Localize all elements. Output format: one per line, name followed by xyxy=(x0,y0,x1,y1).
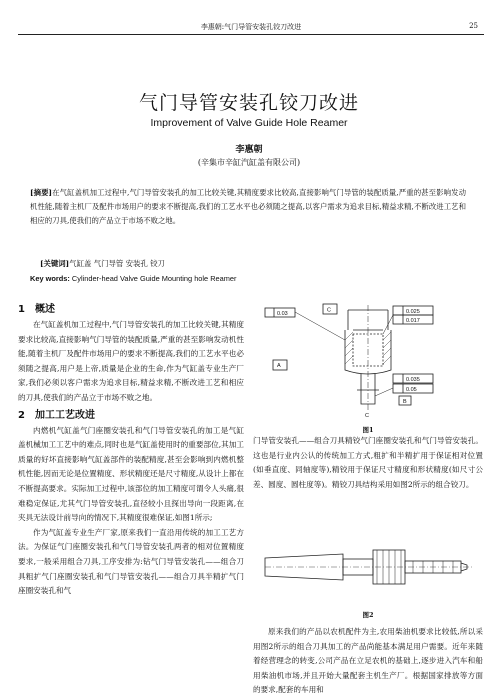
right-text-1 xyxy=(253,434,483,492)
left-column xyxy=(18,300,244,599)
fig1-label: 0.03 xyxy=(277,311,288,317)
paper-title-en: Improvement of Valve Guide Hole Reamer xyxy=(150,117,348,129)
keywords-text: 气缸盖 气门导管 安装孔 铰刀 xyxy=(69,259,165,268)
paragraph-process: 内燃机气缸盖气门座圈安装孔和气门导管安装孔的加工是气缸盖机械加工工艺中的难点,同时也是气缸盖使用时的重要部位,其加工质量的好坏直接影响气缸盖部件的装配精度,甚至会影响到内燃机整机性能,因而无论是位置精度、形状精度还是尺寸精度,从设计上都在不断提高要求。实际加工过程中,该部位的加工精度可谓令人头痛,很难稳定保证,尤其气门导管安装孔,直径较小且探出导向一段距离,在夹具无法设计前导向的情况下,其精度很难保证,如图1所示; xyxy=(18,425,244,523)
fig1-label: A xyxy=(277,363,281,369)
figure-1-drawing xyxy=(253,300,483,420)
figure-2-reamer-drawing xyxy=(253,532,483,602)
section-heading-2: 2 加工工艺改进 xyxy=(18,409,95,421)
page-number: 25 xyxy=(469,22,478,30)
fig1-label: B xyxy=(403,399,407,405)
right-text-2 xyxy=(253,625,483,698)
fig1-label: 0.017 xyxy=(406,318,420,324)
paragraph-tradition: 作为气缸盖专业生产厂家,原来我们一直沿用传统的加工工艺方法。为保证气门座圈安装孔和气门导管安装孔两者的相对位置精度要求,一般采用组合刀具,工序安排为:钻气门导管安装孔——组合刀具粗扩气门座圈安装孔和气门导管安装孔——组合刀具半精扩气门座圈安装孔和气 xyxy=(18,527,244,596)
paragraph-continued: 门导管安装孔——组合刀具精铰气门座圈安装孔和气门导管安装孔。这也是行业内公认的传统加工方式,粗扩和半精扩用于保证相对位置(如垂直度、同轴度等),精铰用于保证尺寸精度和形状精度(如尺寸公差、圆度、圆柱度等)。精铰刀具结构采用如图2所示的组合铰刀。 xyxy=(253,436,483,489)
abstract xyxy=(30,186,466,229)
fig1-label: 0.05 xyxy=(406,387,417,393)
fig1-label: 0.025 xyxy=(406,309,420,315)
fig1-label: C xyxy=(365,413,369,419)
paragraph-market: 原来我们的产品以农机配件为主,农用柴油机要求比较低,所以采用图2所示的组合刀具加工的产品尚能基本满足用户需要。近年来随着经营理念的转变,公司产品在立足农机的基础上,逐步进入汽车和船用柴油机市场,并且开始大量配套主机生产厂。根据国家排放等方面的要求,配套的车用和 xyxy=(253,627,483,695)
fig1-label: 0.035 xyxy=(406,377,420,383)
paper-title-zh: 气门导管安装孔铰刀改进 xyxy=(138,92,359,114)
keywords-en xyxy=(30,274,466,283)
abstract-label: [摘要] xyxy=(30,188,53,197)
keywords-label: [关键词] xyxy=(40,259,70,268)
figure-1-caption: 图1 xyxy=(362,426,374,434)
paragraph-overview: 在气缸盖机加工过程中,气门导管安装孔的加工比较关键,其精度要求比较高,直接影响气门导管的装配质量,严重的甚至影响发动机性能,随着主机厂及配件市场用户的要求不断提高,我们的工艺水平也必须随之提高,用户是上帝,质量是企业的生命,作为气缸盖专业生产厂家,我们必须以客户需求为追求目标,精益求精,不断改进工艺和相应的刀具,使我们的产品立于市场不败之地。 xyxy=(18,320,244,402)
abstract-text: 在气缸盖机加工过程中,气门导管安装孔的加工比较关键,其精度要求比较高,直接影响气门导管的装配质量,严重的甚至影响发动机性能,随着主机厂及配件市场用户的要求不断提高,我们的工艺水平也必须随之提高,以客户需求为追求目标,精益求精,不断改进工艺和相应的刀具,使我们的产品立于市场不败之地。 xyxy=(30,188,466,226)
keywords-en-label: Key words: xyxy=(30,274,70,283)
figure-2-caption: 图2 xyxy=(362,611,374,619)
keywords-en-text: Cylinder-head Valve Guide Mounting hole Reamer xyxy=(71,274,237,283)
running-title: 李惠朝:气门导管安装孔铰刀改进 xyxy=(200,23,302,31)
keywords xyxy=(40,258,466,269)
section-heading-1: 1 概述 xyxy=(18,304,55,315)
fig1-label: C xyxy=(327,307,331,314)
author: 李惠朝 xyxy=(235,145,263,155)
running-header xyxy=(18,22,484,35)
affiliation: (辛集市辛缸汽缸盖有限公司) xyxy=(197,158,301,167)
